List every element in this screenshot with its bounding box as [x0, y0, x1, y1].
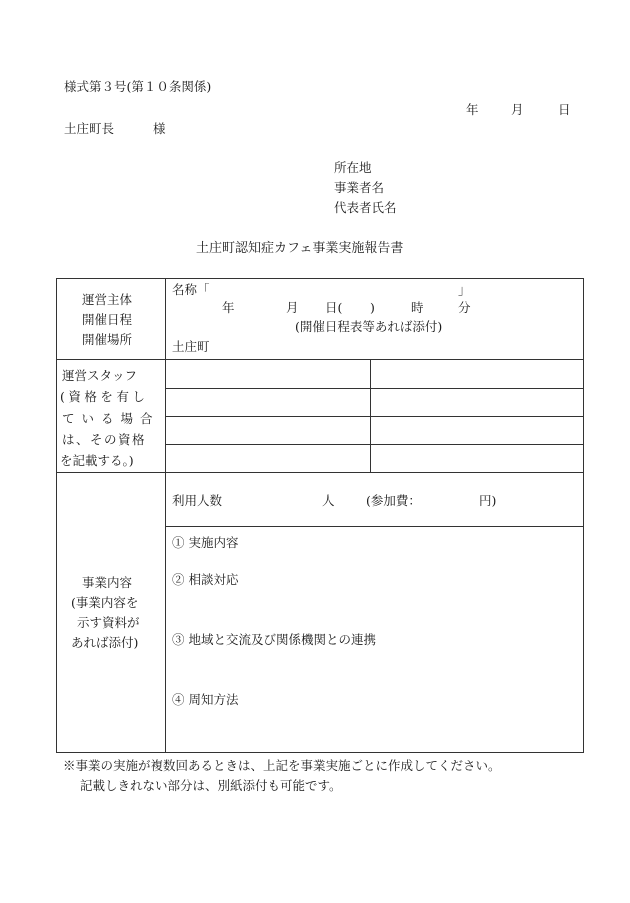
report-form-table — [56, 278, 584, 753]
schedule-year: 年 — [222, 300, 235, 315]
form-number: 様式第３号(第１０条関係) — [64, 79, 212, 94]
business-name-label: 事業者名 — [334, 180, 385, 195]
users-field[interactable] — [234, 493, 314, 509]
staff-grid — [166, 360, 583, 472]
staff-entry-3-qualification[interactable] — [371, 417, 583, 444]
staff-label-line-1: 運営スタッフ — [62, 368, 138, 383]
section-content-input-cell — [166, 473, 584, 753]
content-item-consultation: ② 相談対応 — [172, 572, 239, 587]
schedule-hour: 時 — [411, 300, 424, 315]
content-label-line-3: 示す資料が — [77, 615, 140, 630]
name-close-bracket: 」 — [458, 282, 471, 297]
content-item-implementation: ① 実施内容 — [172, 535, 239, 550]
label-schedule: 開催日程 — [82, 312, 133, 327]
schedule-day-open: 日( — [325, 300, 343, 315]
date-line — [462, 104, 572, 118]
venue-prefix: 土庄町 — [172, 339, 210, 354]
staff-label-line-4: は、その資格 — [62, 432, 147, 447]
staff-label-line-5: を記載する。) — [60, 453, 134, 468]
section-staff-label-cell — [57, 360, 166, 473]
schedule-minute: 分 — [458, 300, 471, 315]
staff-entry-2-qualification[interactable] — [371, 389, 583, 416]
users-label: 利用人数 — [172, 493, 223, 508]
staff-entry-1-qualification[interactable] — [371, 360, 583, 388]
staff-entry-2-name[interactable] — [166, 389, 370, 416]
section-staff-row — [57, 360, 584, 473]
representative-label: 代表者氏名 — [334, 200, 397, 215]
staff-entry-4-qualification[interactable] — [371, 445, 583, 472]
section-content-row — [57, 473, 584, 753]
document-title: 土庄町認知症カフェ事業実施報告書 — [196, 241, 404, 256]
staff-entry-4-name[interactable] — [166, 445, 370, 472]
addressee-honorific: 様 — [153, 121, 166, 136]
content-label-line-2: (事業内容を — [71, 595, 139, 610]
staff-label-line-3: ている場合 — [62, 411, 160, 426]
section-organizer-input-cell[interactable] — [166, 279, 584, 360]
date-day: 日 — [558, 102, 571, 117]
name-field[interactable] — [216, 284, 446, 298]
staff-label-line-2: (資格を有し — [60, 389, 149, 404]
fee-open: (参加費： — [366, 493, 421, 508]
name-open-bracket: 名称「 — [172, 282, 210, 297]
note-line-1: ※事業の実施が複数回あるときは、上記を事業実施ごとに作成してください。 — [63, 758, 501, 773]
section-content-label-cell — [57, 473, 166, 753]
address-label: 所在地 — [334, 160, 372, 175]
fee-close: 円) — [479, 493, 497, 508]
content-label-line-4: あれば添付) — [71, 635, 139, 650]
staff-entry-1-name[interactable] — [166, 360, 370, 388]
staff-entry-3-name[interactable] — [166, 417, 370, 444]
section-organizer-label-cell — [57, 279, 166, 360]
staff-grid-cell — [166, 360, 584, 473]
schedule-day-close: ) — [370, 300, 375, 315]
content-item-publicity: ④ 周知方法 — [172, 692, 239, 707]
users-unit: 人 — [322, 493, 335, 508]
fee-field[interactable] — [440, 493, 476, 509]
label-organizer: 運営主体 — [82, 292, 133, 307]
schedule-note: (開催日程表等あれば添付) — [295, 319, 443, 334]
label-venue: 開催場所 — [82, 332, 133, 347]
addressee: 土庄町長 — [64, 121, 115, 136]
date-month: 月 — [511, 102, 524, 117]
note-line-2: 記載しきれない部分は、別紙添付も可能です。 — [80, 778, 342, 793]
content-label-line-1: 事業内容 — [82, 575, 133, 590]
section-organizer-row — [57, 279, 584, 360]
date-year: 年 — [466, 102, 479, 117]
schedule-month: 月 — [286, 300, 299, 315]
content-item-community-cooperation: ③ 地域と交流及び関係機関との連携 — [172, 632, 376, 647]
